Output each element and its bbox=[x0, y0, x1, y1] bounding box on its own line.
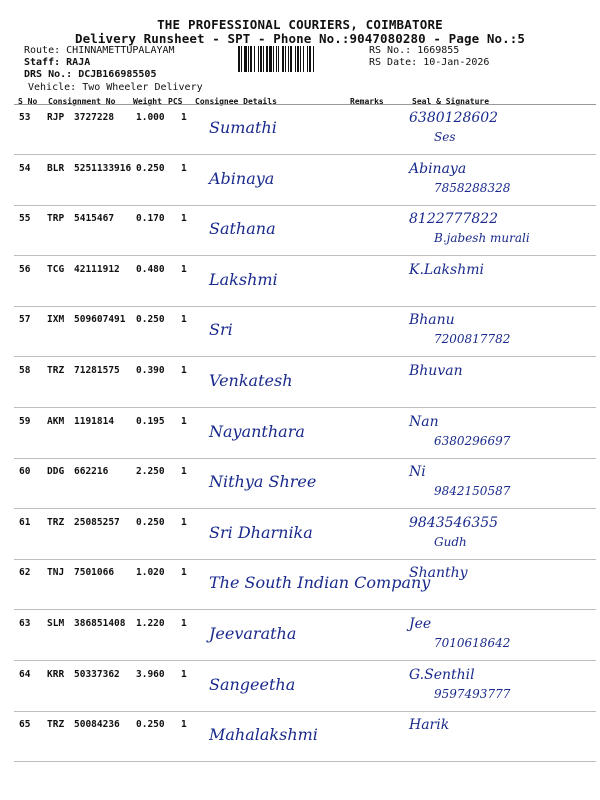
sno-cell: 56 bbox=[19, 263, 31, 275]
weight-cell: 0.250 bbox=[136, 314, 165, 326]
signature-primary: Ni bbox=[409, 464, 426, 481]
col-header-pcs: PCS bbox=[168, 97, 183, 106]
rs-date-line bbox=[369, 57, 489, 68]
consignment-number-cell: 50084236 bbox=[74, 719, 120, 731]
barcode-bar bbox=[241, 46, 242, 72]
col-header-seal: Seal & Signature bbox=[412, 97, 490, 106]
consignment-prefix-cell: KRR bbox=[47, 668, 65, 680]
weight-cell: 1.020 bbox=[136, 567, 165, 579]
drs-label: DRS No.: bbox=[24, 69, 73, 80]
consignment-prefix-cell: TCG bbox=[47, 263, 65, 275]
weight-cell: 1.000 bbox=[136, 112, 165, 123]
consignee-name: Nayanthara bbox=[209, 421, 305, 441]
pcs-cell: 1 bbox=[181, 516, 187, 528]
barcode-bar bbox=[290, 46, 292, 72]
consignee-name: Lakshmi bbox=[209, 269, 278, 289]
weight-cell: 0.250 bbox=[136, 719, 165, 731]
barcode-bar bbox=[300, 46, 301, 72]
table-row bbox=[14, 104, 596, 155]
signature-secondary: 6380296697 bbox=[434, 433, 511, 448]
sno-cell: 60 bbox=[19, 466, 31, 478]
pcs-cell: 1 bbox=[181, 668, 187, 680]
barcode-bar bbox=[303, 46, 304, 72]
consignee-name: Nithya Shree bbox=[209, 472, 317, 492]
sno-cell: 57 bbox=[19, 314, 31, 326]
barcode-bar bbox=[244, 46, 247, 72]
vehicle-value: Two Wheeler Delivery bbox=[82, 82, 203, 93]
table-row bbox=[14, 155, 596, 206]
signature-primary: K.Lakshmi bbox=[409, 261, 484, 278]
signature-secondary: Ses bbox=[434, 130, 456, 144]
barcode-bar bbox=[263, 46, 264, 72]
table-row bbox=[14, 357, 596, 408]
route-value: CHINNAMETTUPALAYAM bbox=[66, 45, 175, 56]
table-row bbox=[14, 408, 596, 459]
table-row bbox=[14, 306, 596, 357]
barcode-bar bbox=[266, 46, 268, 72]
consignment-prefix-cell: TRZ bbox=[47, 516, 65, 528]
barcode-bar bbox=[260, 46, 262, 72]
consignee-name: Abinaya bbox=[209, 168, 275, 188]
pcs-cell: 1 bbox=[181, 567, 187, 579]
weight-cell: 0.390 bbox=[136, 365, 165, 376]
sno-cell: 53 bbox=[19, 112, 31, 123]
consignee-name: The South Indian Company bbox=[209, 573, 431, 593]
barcode-bar bbox=[258, 46, 259, 72]
route-label: Route: bbox=[24, 45, 61, 56]
consignee-name: Sri bbox=[209, 320, 233, 340]
barcode-bar bbox=[309, 46, 311, 72]
barcode-bar bbox=[297, 46, 299, 72]
consignment-number-cell: 50337362 bbox=[74, 668, 120, 680]
consignment-number-cell: 25085257 bbox=[74, 516, 120, 528]
col-header-consignee: Consignee Details bbox=[195, 97, 277, 106]
table-row bbox=[14, 256, 596, 307]
barcode-bar bbox=[313, 46, 314, 72]
consignment-prefix-cell: IXM bbox=[47, 314, 65, 326]
table-row bbox=[14, 509, 596, 560]
signature-primary: G.Senthil bbox=[409, 666, 475, 683]
sno-cell: 62 bbox=[19, 567, 31, 579]
barcode-bar bbox=[295, 46, 296, 72]
rs-date-label: RS Date: bbox=[369, 57, 418, 68]
consignee-name: Jeevaratha bbox=[209, 624, 297, 643]
staff-value: RAJA bbox=[66, 57, 91, 68]
vehicle-line bbox=[28, 82, 203, 93]
weight-cell: 0.480 bbox=[136, 263, 165, 275]
pcs-cell: 1 bbox=[181, 162, 187, 174]
signature-secondary: 7858288328 bbox=[434, 180, 511, 195]
barcode-bar bbox=[248, 46, 249, 72]
weight-cell: 0.250 bbox=[136, 516, 165, 528]
signature-secondary: 9842150587 bbox=[434, 484, 511, 499]
consignment-prefix-cell: AKM bbox=[47, 415, 65, 427]
col-header-consignment: Consignment No bbox=[48, 97, 116, 106]
table-row bbox=[14, 711, 596, 762]
consignment-number-cell: 71281575 bbox=[74, 365, 120, 376]
barcode-bar bbox=[307, 46, 308, 72]
barcode-bar bbox=[278, 46, 279, 72]
consignment-prefix-cell: TNJ bbox=[47, 567, 65, 579]
sno-cell: 54 bbox=[19, 162, 31, 174]
consignment-number-cell: 662216 bbox=[74, 466, 109, 478]
signature-primary: Bhanu bbox=[409, 312, 455, 329]
weight-cell: 3.960 bbox=[136, 668, 165, 680]
consignee-name: Sangeetha bbox=[209, 674, 296, 694]
barcode-bar bbox=[288, 46, 289, 72]
barcode-bar bbox=[238, 46, 240, 72]
pcs-cell: 1 bbox=[181, 415, 187, 427]
sno-cell: 61 bbox=[19, 516, 31, 528]
sno-cell: 65 bbox=[19, 719, 31, 731]
consignee-name: Mahalakshmi bbox=[209, 725, 318, 745]
table-row bbox=[14, 559, 596, 610]
runsheet-subtitle: Delivery Runsheet - SPT - Phone No.:9047080280 - Page No.:5 bbox=[75, 31, 525, 46]
barcode-image bbox=[238, 46, 366, 72]
staff-label: Staff: bbox=[24, 57, 61, 68]
sno-cell: 58 bbox=[19, 365, 31, 376]
barcode-bar bbox=[282, 46, 284, 72]
company-title: THE PROFESSIONAL COURIERS, COIMBATORE bbox=[157, 17, 443, 32]
consignment-number-cell: 509607491 bbox=[74, 314, 126, 326]
sno-cell: 55 bbox=[19, 213, 31, 225]
consignee-name: Sumathi bbox=[209, 118, 277, 137]
signature-primary: Jee bbox=[409, 616, 432, 632]
consignee-name: Sri Dharnika bbox=[209, 522, 313, 542]
route-line bbox=[24, 45, 175, 56]
consignment-number-cell: 1191814 bbox=[74, 415, 115, 427]
signature-secondary: 7200817782 bbox=[434, 332, 511, 347]
rs-date-value: 10-Jan-2026 bbox=[423, 57, 490, 68]
consignment-number-cell: 42111912 bbox=[74, 263, 120, 275]
barcode-bar bbox=[269, 46, 272, 72]
consignment-number-cell: 5251133916 bbox=[74, 162, 132, 174]
weight-cell: 0.250 bbox=[136, 162, 165, 174]
signature-primary: Shanthy bbox=[409, 565, 468, 582]
col-header-sno: S No bbox=[18, 97, 38, 106]
consignment-prefix-cell: DDG bbox=[47, 466, 65, 478]
signature-primary: 9843546355 bbox=[409, 514, 499, 531]
consignee-name: Sathana bbox=[209, 219, 276, 239]
barcode-bar bbox=[273, 46, 274, 72]
weight-cell: 1.220 bbox=[136, 618, 165, 629]
vehicle-label: Vehicle: bbox=[28, 82, 77, 93]
signature-secondary: 7010618642 bbox=[434, 636, 511, 650]
rs-no-line bbox=[369, 45, 459, 56]
consignee-name: Venkatesh bbox=[209, 371, 293, 390]
signature-primary: Harik bbox=[409, 717, 450, 734]
consignment-number-cell: 5415467 bbox=[74, 213, 115, 225]
signature-secondary: B.jabesh murali bbox=[434, 231, 530, 246]
consignment-prefix-cell: BLR bbox=[47, 162, 65, 174]
pcs-cell: 1 bbox=[181, 263, 187, 275]
consignment-prefix-cell: TRP bbox=[47, 213, 65, 225]
weight-cell: 0.195 bbox=[136, 415, 165, 427]
signature-secondary: Gudh bbox=[434, 534, 467, 549]
rs-no-label: RS No.: bbox=[369, 45, 412, 56]
col-header-remarks: Remarks bbox=[350, 97, 384, 106]
staff-line bbox=[24, 57, 90, 68]
pcs-cell: 1 bbox=[181, 365, 187, 376]
consignment-prefix-cell: RJP bbox=[47, 112, 65, 123]
sno-cell: 64 bbox=[19, 668, 31, 680]
pcs-cell: 1 bbox=[181, 112, 187, 123]
consignment-number-cell: 3727228 bbox=[74, 112, 115, 123]
table-row bbox=[14, 610, 596, 661]
consignment-number-cell: 7501066 bbox=[74, 567, 115, 579]
signature-primary: Nan bbox=[409, 413, 439, 430]
rs-no-value: 1669855 bbox=[417, 45, 460, 56]
barcode-bar bbox=[254, 46, 255, 72]
pcs-cell: 1 bbox=[181, 719, 187, 731]
col-header-weight: Weight bbox=[133, 97, 162, 106]
table-row bbox=[14, 661, 596, 712]
signature-primary: Abinaya bbox=[409, 160, 467, 177]
signature-secondary: 9597493777 bbox=[434, 686, 511, 701]
pcs-cell: 1 bbox=[181, 213, 187, 225]
consignment-prefix-cell: TRZ bbox=[47, 719, 65, 731]
consignment-number-cell: 386851408 bbox=[74, 618, 126, 629]
drs-line bbox=[24, 69, 156, 80]
drs-value: DCJB166985505 bbox=[78, 69, 157, 80]
signature-primary: 8122777822 bbox=[409, 211, 499, 228]
pcs-cell: 1 bbox=[181, 314, 187, 326]
weight-cell: 2.250 bbox=[136, 466, 165, 478]
pcs-cell: 1 bbox=[181, 618, 187, 629]
barcode-bar bbox=[285, 46, 286, 72]
signature-primary: Bhuvan bbox=[409, 363, 463, 379]
sno-cell: 63 bbox=[19, 618, 31, 629]
barcode-bar bbox=[250, 46, 252, 72]
table-row bbox=[14, 458, 596, 509]
weight-cell: 0.170 bbox=[136, 213, 165, 225]
sno-cell: 59 bbox=[19, 415, 31, 427]
consignment-prefix-cell: SLM bbox=[47, 618, 65, 629]
pcs-cell: 1 bbox=[181, 466, 187, 478]
barcode-bar bbox=[276, 46, 277, 72]
signature-primary: 6380128602 bbox=[409, 110, 499, 126]
consignment-prefix-cell: TRZ bbox=[47, 365, 65, 376]
table-row bbox=[14, 205, 596, 256]
